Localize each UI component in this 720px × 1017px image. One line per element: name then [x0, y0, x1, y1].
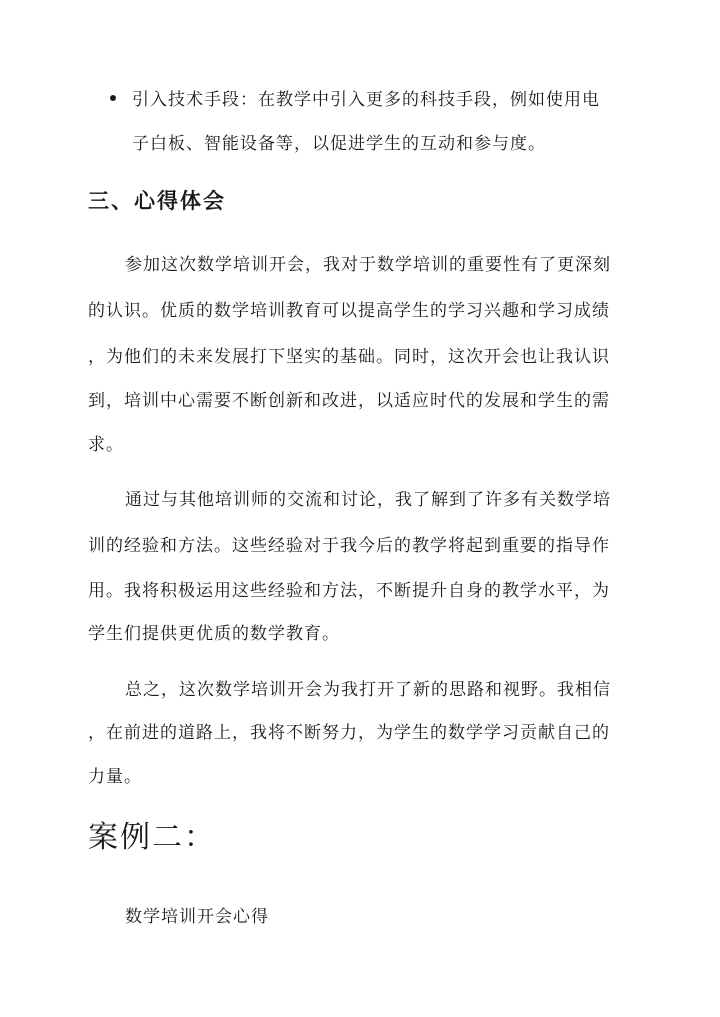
case-title: 案例二：: [88, 820, 216, 855]
case-subtitle: 数学培训开会心得: [125, 907, 269, 927]
section-heading: 三、心得体会: [88, 189, 226, 213]
paragraph-line: 力量。: [88, 767, 142, 787]
paragraph-line: 训的经验和方法。这些经验对于我今后的教学将起到重要的指导作: [88, 536, 610, 556]
paragraph-line: ，在前进的道路上，我将不断努力，为学生的数学学习贡献自己的: [88, 723, 610, 743]
paragraph-line: 参加这次数学培训开会，我对于数学培训的重要性有了更深刻: [125, 255, 611, 275]
bullet-dot-icon: [110, 95, 116, 101]
bullet-line-1: 引入技术手段：在教学中引入更多的科技手段，例如使用电: [132, 90, 600, 110]
bullet-line-2: 子白板、智能设备等，以促进学生的互动和参与度。: [132, 134, 546, 154]
paragraph-line: 学生们提供更优质的数学教育。: [88, 624, 340, 644]
paragraph-line: 的认识。优质的数学培训教育可以提高学生的学习兴趣和学习成绩: [88, 301, 610, 321]
paragraph-line: 通过与其他培训师的交流和讨论，我了解到了许多有关数学培: [125, 490, 611, 510]
paragraph-line: ，为他们的未来发展打下坚实的基础。同时，这次开会也让我认识: [88, 347, 610, 367]
paragraph-line: 求。: [88, 435, 124, 455]
paragraph-line: 总之，这次数学培训开会为我打开了新的思路和视野。我相信: [125, 680, 611, 700]
paragraph-line: 到，培训中心需要不断创新和改进，以适应时代的发展和学生的需: [88, 391, 610, 411]
paragraph-line: 用。我将积极运用这些经验和方法，不断提升自身的教学水平，为: [88, 581, 610, 601]
